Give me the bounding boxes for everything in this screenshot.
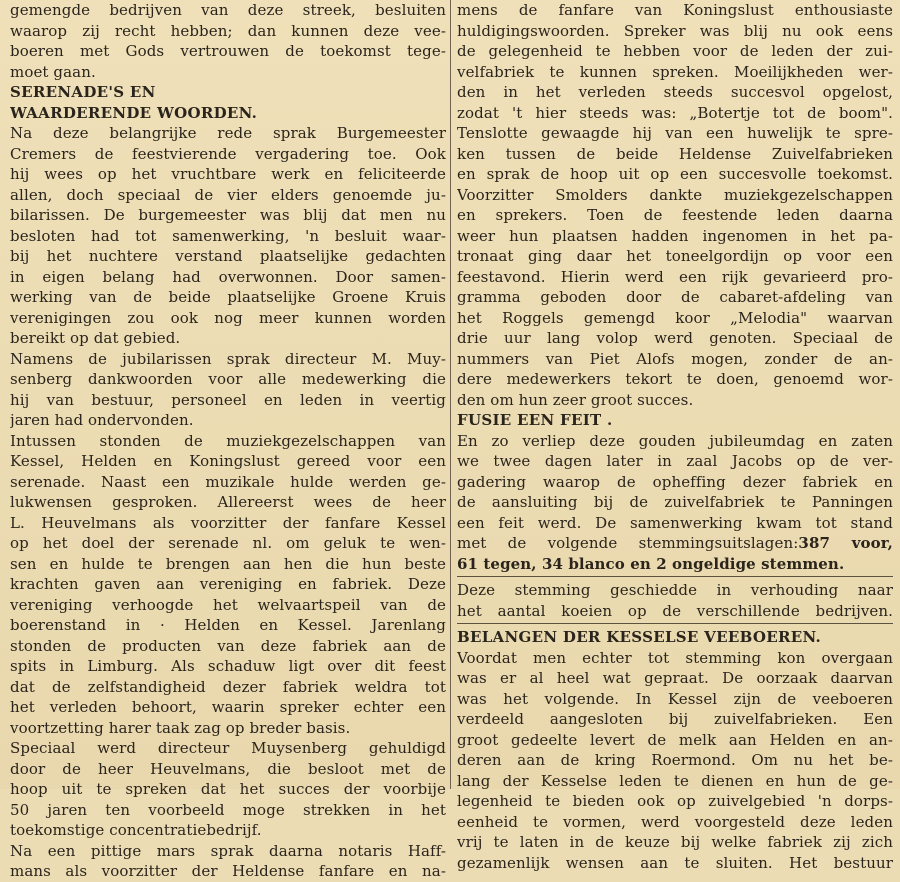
text-line: gemengde bedrijven van deze streek, besluiten [10,1,446,19]
text-line: en sprekers. Toen de feestende leden daarna [457,206,893,224]
text-line: krachten gaven aan vereniging en fabriek. Deze [10,575,446,593]
text-line: Intussen stonden de muziekgezelschappen van [10,431,446,450]
text-line: allen, doch speciaal de vier elders genoemde ju- [10,185,446,204]
text-line: de aansluiting bij de zuivelfabriek te Panningen [457,493,893,511]
text-line: vereniging verhoogde het welvaartspeil van de [10,595,446,614]
section-heading: FUSIE EEN FEIT . [457,411,613,429]
text-line: dere medewerkers tekort te doen, genoemd wor- [457,370,893,388]
article-column-left [10,0,446,882]
text-line: gezamenlijk wensen aan te sluiten. Het bestuur [457,853,893,872]
text-line: tronaat ging daar het toneelgordijn op voor een [457,247,893,265]
text-line: senberg dankwoorden voor alle medewerking die [10,370,446,388]
text-line: boerenstand in · Helden en Kessel. Jarenlang [10,616,446,634]
text-line: de gelegenheid te hebben voor de leden der zui- [457,42,893,60]
section-heading: SERENADE'S EN [10,83,156,101]
section-heading: BELANGEN DER KESSELSE VEEBOEREN. [457,628,822,646]
text-line: En zo verliep deze gouden jubileumdag en zaten [457,431,893,450]
text-line: feestavond. Hierin werd een rijk gevarieerd pro- [457,267,893,286]
separator-rule [457,623,893,624]
text-line: verdeeld aangesloten bij zuivelfabrieken. Een [457,710,893,728]
text-line: huldigingswoorden. Spreker was blij nu ook eens [457,21,893,40]
text-line: legenheid te bieden ook op zuivelgebied 'n dorps- [457,792,893,810]
text-line: Na een pittige mars sprak daarna notaris Haff- [10,841,446,860]
text-line: Tenslotte gewaagde hij van een huwelijk te spre- [457,124,893,142]
text-line: waarop zij recht hebben; dan kunnen deze vee- [10,21,446,40]
text-line: serenade. Naast een muzikale hulde werden ge- [10,472,446,491]
text-line: het verleden behoort, waarin spreker echter een [10,698,446,716]
text-line: Voordat men echter tot stemming kon overgaan [457,648,893,667]
text-line: gramma geboden door de cabaret-afdeling van [457,288,893,306]
text-line: het Roggels gemengd koor „Melodia" waarvan [457,308,893,327]
text-line: den om hun zeer groot succes. [457,390,694,409]
text-line: was er al heel wat gepraat. De oorzaak daarvan [457,669,893,687]
text-line: en sprak de hoop uit op een succesvolle toekomst. [457,165,893,183]
text-line [457,533,893,554]
text-line: was het volgende. In Kessel zijn de veeboeren [457,689,893,708]
text-line: stonden de producten van deze fabriek aan de [10,636,446,655]
text-line: voortzetting harer taak zag op breder basis. [10,718,351,737]
bold-vote-count: 387 voor, [798,534,893,552]
text-line: hoop uit te spreken dat het succes der voorbije [10,780,446,798]
text-line: we twee dagen later in zaal Jacobs op de ver- [457,452,893,470]
text-line: lukwensen gesproken. Allereerst wees de heer [10,493,446,511]
text-line: Voorzitter Smolders dankte muziekgezelschappen [457,185,893,204]
text-line: bereikt op dat gebied. [10,329,181,347]
text-line: den in het verleden steeds succesvol opgelost, [457,83,893,101]
text-line: het aantal koeien op de verschillende bedrijven. [457,601,893,620]
text-line: mens de fanfare van Koningslust enthousiaste [457,1,893,19]
text-line: boeren met Gods vertrouwen de toekomst tege- [10,42,446,60]
text-line: 50 jaren ten voorbeeld moge strekken in het [10,800,446,819]
text-line: L. Heuvelmans als voorzitter der fanfare Kessel [10,513,446,532]
text-line: velfabriek te kunnen spreken. Moeilijkheden wer- [457,62,893,81]
article-column-right [457,0,893,873]
text-line: jaren had ondervonden. [10,411,194,429]
text-line: toekomstige concentratiebedrijf. [10,821,262,839]
text-line: weer hun plaatsen hadden ingenomen in het pa- [457,226,893,245]
text-line: Kessel, Helden en Koningslust gereed voor een [10,452,446,470]
text-line: werking van de beide plaatselijke Groene Kruis [10,288,446,306]
text-line: mans als voorzitter der Heldense fanfare en na- [10,862,446,880]
text-line: Cremers de feestvierende vergadering toe. Ook [10,144,446,163]
text-line: besloten had tot samenwerking, 'n besluit waar- [10,226,446,245]
text-line: groot gedeelte levert de melk aan Helden en an- [457,730,893,749]
text-line: ken tussen de beide Heldense Zuivelfabrieken [457,144,893,163]
text-line: hij wees op het vruchtbare werk en feliciteerde [10,165,446,183]
text-line: nummers van Piet Alofs mogen, zonder de an- [457,349,893,368]
text-line: Na deze belangrijke rede sprak Burgemeester [10,124,446,142]
text-line: Namens de jubilarissen sprak directeur M. Muy- [10,349,446,368]
text-line: moet gaan. [10,62,96,81]
text-line: in eigen belang had overwonnen. Door samen- [10,267,446,286]
text-line: op het doel der serenade nl. om geluk te wen- [10,534,446,552]
text-line: sen en hulde te brengen aan hen die hun beste [10,554,446,573]
text-line: hij van bestuur, personeel en leden in veertig [10,390,446,409]
text-line: deren aan de kring Roermond. Om nu het be- [457,751,893,769]
text-line: 61 tegen, 34 blanco en 2 ongeldige stemmen. [457,554,845,573]
text-line: gadering waarop de opheffing dezer fabriek en [457,472,893,491]
text-line: een feit werd. De samenwerking kwam tot stand [457,513,893,532]
text-line: drie uur lang volop werd genoten. Speciaal de [457,329,893,347]
text-line: dat de zelfstandigheid dezer fabriek weldra tot [10,677,446,696]
separator-rule [457,576,893,577]
text-line: zodat 't hier steeds was: „Botertje tot de boom". [457,103,893,122]
text-line: Deze stemming geschiedde in verhouding naar [457,581,893,599]
text-segment: met de volgende stemmingsuitslagen: [457,534,799,552]
column-divider [450,0,451,789]
text-line: door de heer Heuvelmans, die besloot met de [10,759,446,778]
text-line: spits in Limburg. Als schaduw ligt over dit feest [10,657,446,675]
text-line: vrij te laten in de keuze bij welke fabriek zij zich [457,833,893,851]
section-heading: WAARDERENDE WOORDEN. [10,103,258,122]
text-line: verenigingen zou ook nog meer kunnen worden [10,308,446,327]
text-line: eenheid te vormen, werd voorgesteld deze leden [457,812,893,831]
text-line: bij het nuchtere verstand plaatselijke gedachten [10,247,446,265]
text-line: bilarissen. De burgemeester was blij dat men nu [10,206,446,224]
text-line: lang der Kesselse leden te dienen en hun de ge- [457,771,893,790]
text-line: Speciaal werd directeur Muysenberg gehuldigd [10,739,446,757]
